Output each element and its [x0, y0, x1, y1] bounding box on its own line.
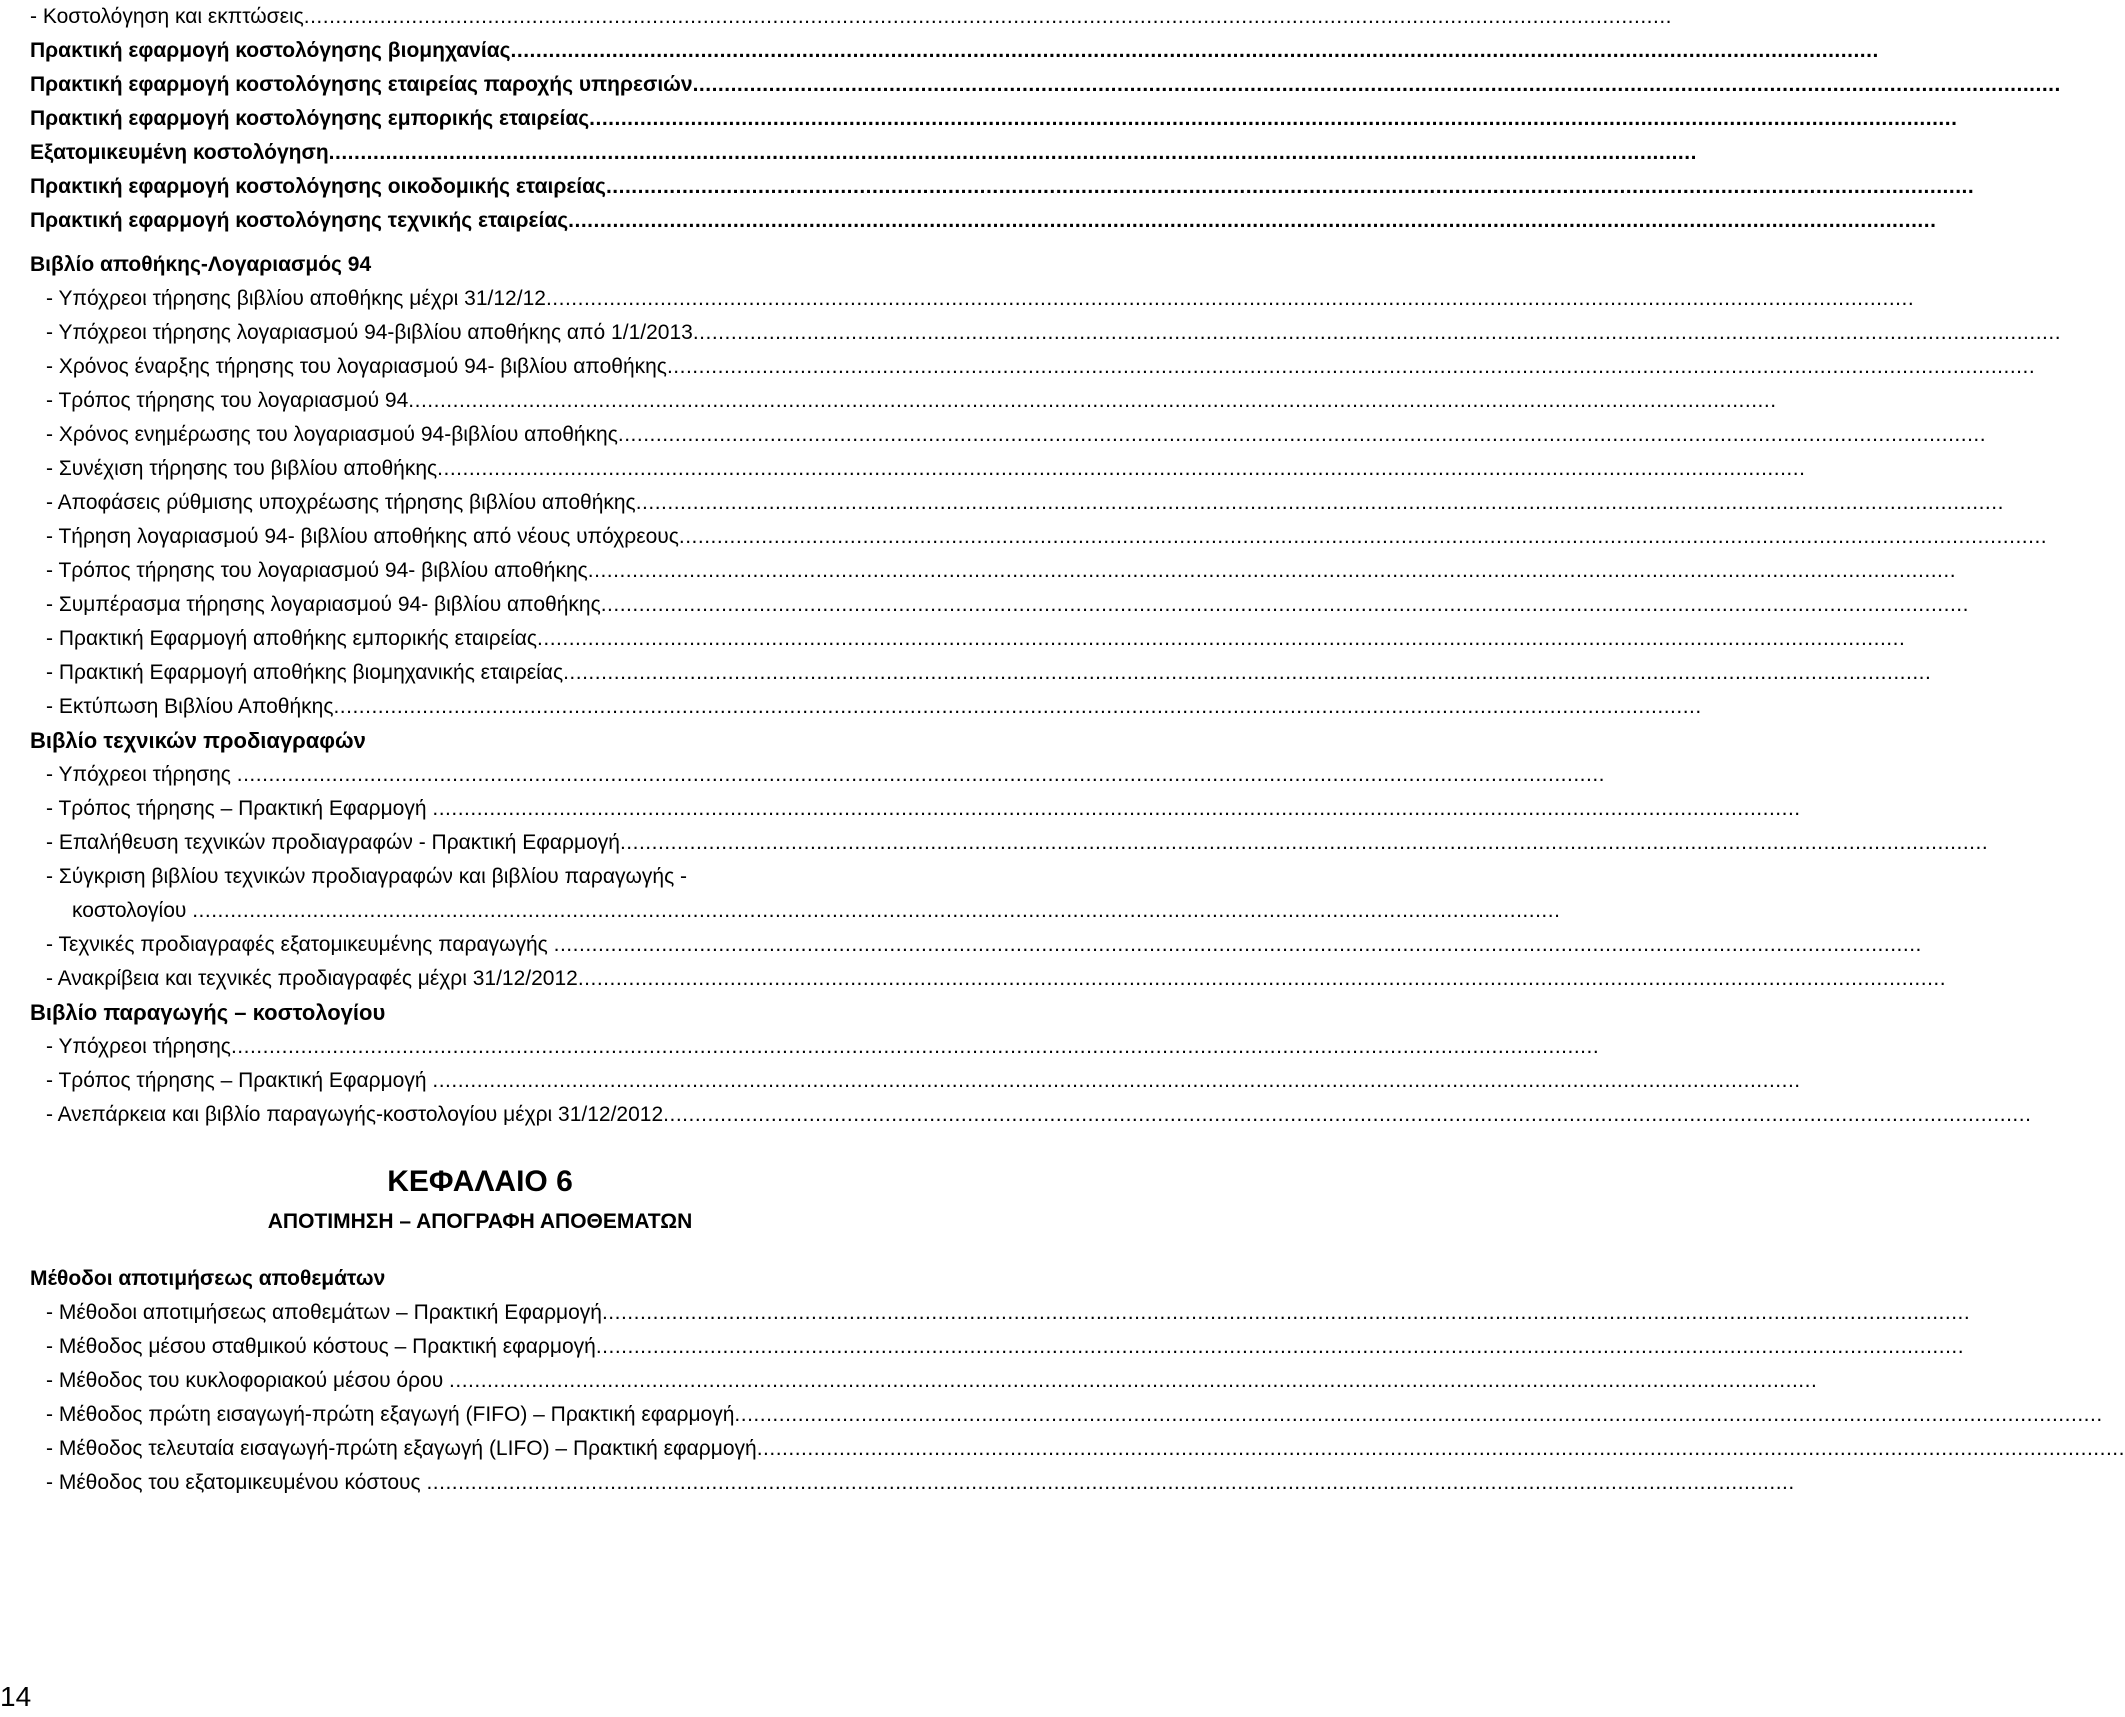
toc-entry[interactable]: - Ανεπάρκεια και βιβλίο παραγωγής-κοστολογίου μέχρι 31/12/2012 ........................................................................................................................................................................................................................	[46, 1103, 2032, 1126]
toc-entry[interactable]: - Τρόπος τήρησης – Πρακτική Εφαρμογή ........................................................................................................................................................................................................................	[46, 797, 1801, 820]
chapter-title: ΚΕΦΑΛΑΙΟ 6	[387, 1165, 573, 1198]
toc-entry[interactable]: - Τρόπος τήρησης του λογαριασμού 94- βιβλίου αποθήκης ........................................................................................................................................................................................................................	[46, 559, 1957, 582]
toc-entry[interactable]: - Υπόχρεοι τήρησης ........................................................................................................................................................................................................................	[46, 1035, 1600, 1058]
toc-entry-wrapped-line2[interactable]: κοστολογίου ........................................................................................................................................................................................................................	[72, 899, 1561, 922]
toc-entry-wrapped-line1[interactable]: - Σύγκριση βιβλίου τεχνικών προδιαγραφών και βιβλίου παραγωγής -	[46, 865, 688, 888]
section-heading: Βιβλίο αποθήκης-Λογαριασμός 94	[30, 253, 372, 276]
toc-entry[interactable]: Πρακτική εφαρμογή κοστολόγησης βιομηχανίας ........................................................................................................................................................................................................................	[30, 39, 1879, 62]
toc-block-costing	[30, 0, 2061, 238]
toc-entry[interactable]: Εξατομικευμένη κοστολόγηση ........................................................................................................................................................................................................................	[30, 141, 1697, 164]
section-heading: Βιβλίο τεχνικών προδιαγραφών	[30, 728, 366, 753]
toc-entry[interactable]: - Πρακτική Εφαρμογή αποθήκης βιομηχανικής εταιρείας ........................................................................................................................................................................................................................	[46, 661, 1932, 684]
toc-entry[interactable]: - Υπόχρεοι τήρησης βιβλίου αποθήκης μέχρι 31/12/12 ........................................................................................................................................................................................................................	[46, 287, 1915, 310]
toc-section-methods	[30, 1262, 2125, 1500]
page-number: 14	[0, 1681, 32, 1712]
toc-entry[interactable]: - Συνέχιση τήρησης του βιβλίου αποθήκης ........................................................................................................................................................................................................................	[46, 457, 1806, 480]
toc-entry[interactable]: - Τρόπος τήρησης – Πρακτική Εφαρμογή ........................................................................................................................................................................................................................	[46, 1069, 1801, 1092]
toc-entry[interactable]: - Συμπέρασμα τήρησης λογαριασμού 94- βιβλίου αποθήκης ........................................................................................................................................................................................................................	[46, 593, 1969, 616]
toc-entry[interactable]: Πρακτική εφαρμογή κοστολόγησης οικοδομικής εταιρείας ........................................................................................................................................................................................................................	[30, 175, 1975, 198]
toc-entry[interactable]: - Τήρηση λογαριασμού 94- βιβλίου αποθήκης από νέους υπόχρεους ........................................................................................................................................................................................................................	[46, 525, 2048, 548]
toc-entry[interactable]: - Ανακρίβεια και τεχνικές προδιαγραφές μέχρι 31/12/2012 ........................................................................................................................................................................................................................	[46, 967, 1947, 990]
toc-entry[interactable]: - Χρόνος ενημέρωσης του λογαριασμού 94-βιβλίου αποθήκης ........................................................................................................................................................................................................................	[46, 423, 1987, 446]
toc-entry[interactable]: - Επαλήθευση τεχνικών προδιαγραφών - Πρακτική Εφαρμογή ........................................................................................................................................................................................................................	[46, 831, 1989, 854]
toc-entry[interactable]: - Υπόχρεοι τήρησης ........................................................................................................................................................................................................................	[46, 763, 1606, 786]
toc-entry[interactable]: - Μέθοδος τελευταία εισαγωγή-πρώτη εξαγωγή (LIFO) – Πρακτική εφαρμογή ........................................................................................................................................................................................................................	[46, 1437, 2125, 1460]
toc-entry[interactable]: - Εκτύπωση Βιβλίου Αποθήκης ........................................................................................................................................................................................................................	[46, 695, 1702, 718]
toc-entry[interactable]: - Τρόπος τήρησης του λογαριασμού 94 ........................................................................................................................................................................................................................	[46, 389, 1777, 412]
section-heading: Βιβλίο παραγωγής – κοστολογίου	[30, 1000, 386, 1025]
toc-entry[interactable]: Πρακτική εφαρμογή κοστολόγησης εμπορικής εταιρείας ........................................................................................................................................................................................................................	[30, 107, 1958, 130]
toc-entry[interactable]: - Χρόνος έναρξης τήρησης του λογαριασμού 94- βιβλίου αποθήκης ........................................................................................................................................................................................................................	[46, 355, 2036, 378]
toc-entry[interactable]: - Μέθοδος μέσου σταθμικού κόστους – Πρακτική εφαρμογή ........................................................................................................................................................................................................................	[46, 1335, 1965, 1358]
toc-entry[interactable]: - Αποφάσεις ρύθμισης υποχρέωσης τήρησης βιβλίου αποθήκης ........................................................................................................................................................................................................................	[46, 491, 2004, 514]
toc-entry[interactable]: - Μέθοδοι αποτιμήσεως αποθεμάτων – Πρακτική Εφαρμογή ........................................................................................................................................................................................................................	[46, 1301, 1971, 1324]
toc-entry[interactable]: - Μέθοδος του κυκλοφοριακού μέσου όρου ........................................................................................................................................................................................................................	[46, 1369, 1818, 1392]
toc-entry[interactable]: - Τεχνικές προδιαγραφές εξατομικευμένης παραγωγής ........................................................................................................................................................................................................................	[46, 933, 1922, 956]
toc-entry[interactable]: - Υπόχρεοι τήρησης λογαριασμού 94-βιβλίου αποθήκης από 1/1/2013 ........................................................................................................................................................................................................................	[46, 321, 2062, 344]
section-heading: Μέθοδοι αποτιμήσεως αποθεμάτων	[30, 1267, 386, 1290]
toc-entry[interactable]: Πρακτική εφαρμογή κοστολόγησης τεχνικής εταιρείας ........................................................................................................................................................................................................................	[30, 209, 1937, 232]
toc-entry[interactable]: - Πρακτική Εφαρμογή αποθήκης εμπορικής εταιρείας ........................................................................................................................................................................................................................	[46, 627, 1906, 650]
toc-entry[interactable]: - Μέθοδος πρώτη εισαγωγή-πρώτη εξαγωγή (FIFO) – Πρακτική εφαρμογή ........................................................................................................................................................................................................................	[46, 1403, 2103, 1426]
toc-entry[interactable]: - Μέθοδος του εξατομικευμένου κόστους ........................................................................................................................................................................................................................	[46, 1471, 1795, 1494]
toc-entry[interactable]: - Κοστολόγηση και εκπτώσεις ........................................................................................................................................................................................................................	[30, 5, 1672, 28]
toc-entry[interactable]: Πρακτική εφαρμογή κοστολόγησης εταιρείας παροχής υπηρεσιών ........................................................................................................................................................................................................................	[30, 73, 2061, 96]
toc-section-warehouse	[30, 248, 2062, 1132]
chapter-subtitle: ΑΠΟΤΙΜΗΣΗ – ΑΠΟΓΡΑΦΗ ΑΠΟΘΕΜΑΤΩΝ	[267, 1210, 693, 1233]
